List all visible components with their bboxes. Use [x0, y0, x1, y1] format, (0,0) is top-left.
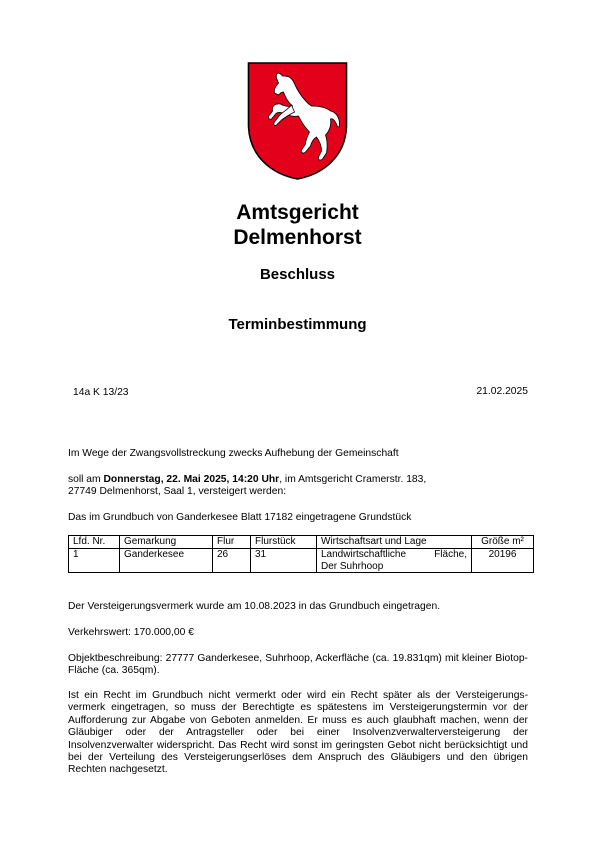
document-subject: Terminbestimmung [228, 316, 367, 333]
table-header-row [69, 536, 534, 549]
cell-gemarkung: Ganderkesee [120, 548, 213, 573]
market-value: Verkehrswert: 170.000,00 € [68, 627, 194, 638]
property-table [68, 535, 534, 573]
auction-date: Donnerstag, 22. Mai 2025, 14:20 Uhr [103, 474, 280, 485]
header-groesse: Größe m² [472, 536, 534, 549]
auction-announcement [68, 474, 528, 499]
cell-flurstueck: 31 [251, 548, 317, 573]
lower-saxony-coat-of-arms-icon [247, 62, 348, 180]
cell-wirtschaftsart-line2: Der Suhrhoop [321, 560, 384, 572]
auction-prefix: soll am [68, 474, 104, 485]
header-lfd-nr: Lfd. Nr. [69, 536, 120, 549]
cell-wirtschaftsart [317, 548, 472, 573]
document-date: 21.02.2025 [476, 386, 528, 397]
cell-wirtschaftsart-line1: Landwirtschaftliche Fläche, [321, 548, 467, 560]
header-gemarkung: Gemarkung [120, 536, 213, 549]
registration-note: Der Versteigerungsvermerk wurde am 10.08.2023 in das Grundbuch eingetragen. [68, 601, 441, 612]
cell-groesse: 20196 [472, 548, 534, 573]
intro-text: Im Wege der Zwangsvollstreckung zwecks Aufhebung der Gemeinschaft [68, 448, 399, 459]
auction-location-line1: , im Amtsgericht Cramerstr. 183, [279, 474, 427, 485]
table-row [69, 548, 534, 573]
auction-location-line2: 27749 Delmenhorst, Saal 1, versteigert werden: [68, 486, 287, 498]
document-type: Beschluss [259, 266, 336, 283]
court-name-line2: Delmenhorst [233, 226, 362, 249]
property-intro: Das im Grundbuch von Ganderkesee Blatt 17182 eingetragene Grundstück [68, 512, 412, 523]
rights-notice: Ist ein Recht im Grundbuch nicht vermerkt oder wird ein Recht später als der Versteigerungs-vermerk eingetragen, so muss der Berechtigte es spätestens im Versteigerungstermin vor der Aufforderung zur Abgabe von Geboten anmelden. Er muss es auch glaubhaft machen, wenn der Gläubiger oder der Antragsteller oder bei einer Insolvenzverwalterversteigerung der Insolvenzverwalter widerspricht. Das Recht wird sonst im geringsten Gebot nicht berücksichtigt und bei der Verteilung des Versteigerungserlöses dem Anspruch des Gläubigers und den übrigen Rechten nachgesetzt. [68, 690, 528, 776]
header-flurstueck: Flurstück [251, 536, 317, 549]
file-number: 14a K 13/23 [73, 387, 129, 398]
cell-flur: 26 [213, 548, 251, 573]
header-wirtschaftsart: Wirtschaftsart und Lage [317, 536, 472, 549]
court-name-line1: Amtsgericht [236, 201, 359, 224]
cell-lfd-nr: 1 [69, 548, 120, 573]
header-flur: Flur [213, 536, 251, 549]
object-description: Objektbeschreibung: 27777 Ganderkesee, Suhrhoop, Ackerfläche (ca. 19.831qm) mit kleiner Biotop-Fläche (ca. 365qm). [68, 653, 528, 677]
